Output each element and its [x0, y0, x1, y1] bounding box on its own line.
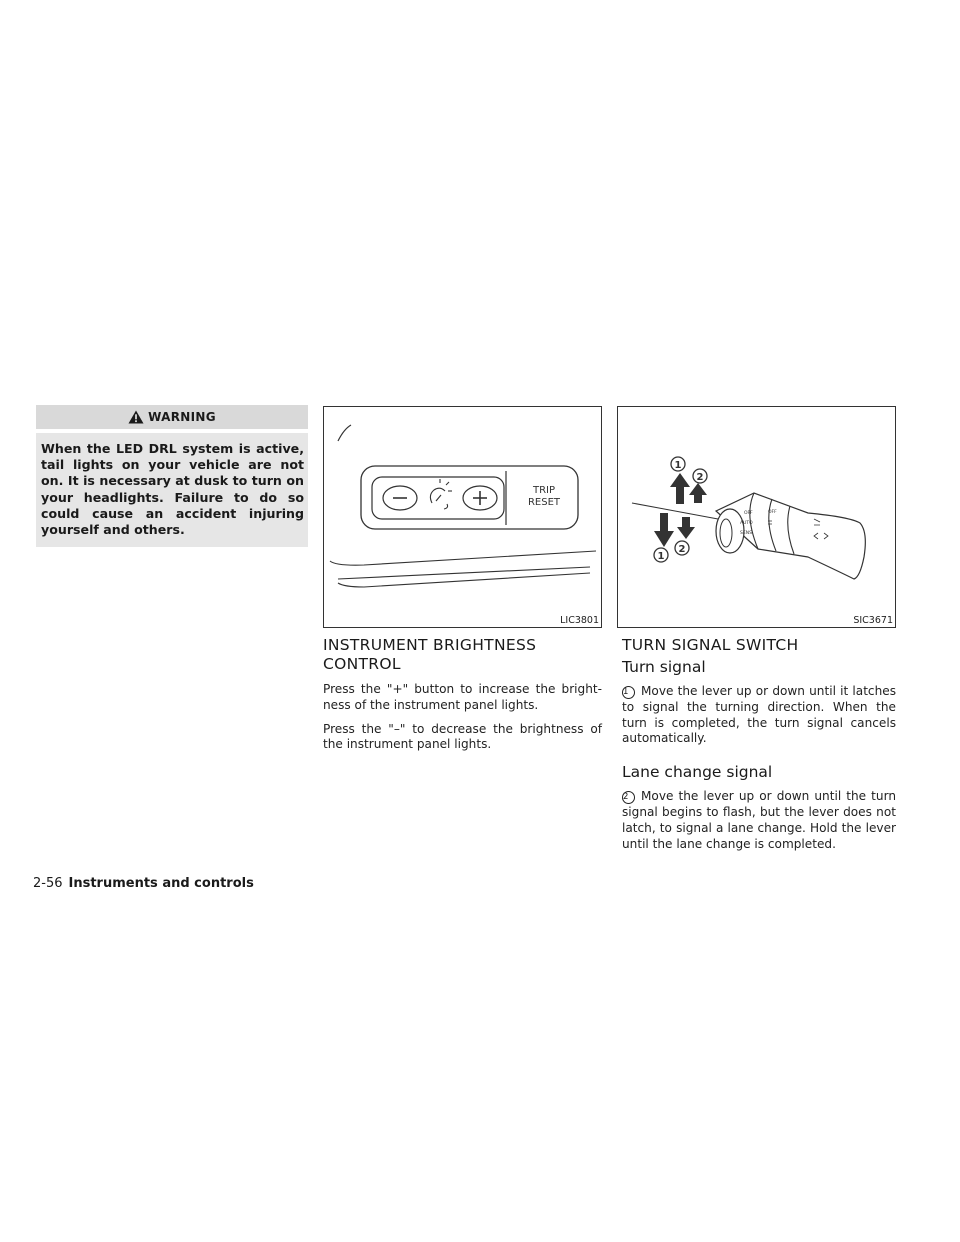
turn-signal-subheading: Turn signal	[622, 658, 706, 676]
turn-signal-heading: TURN SIGNAL SWITCH	[622, 636, 799, 654]
reset-label: RESET	[527, 497, 561, 508]
brightness-para-1: Press the "+" button to increase the bright-ness of the instrument panel lights.	[323, 682, 602, 712]
brightness-icon	[430, 479, 452, 509]
turn-signal-text: 1 Move the lever up or down until it latches to signal the turning direction. When the turn is completed, the turn signal cancels automatically.	[622, 684, 896, 746]
switch-label-off: OFF	[744, 511, 753, 516]
callout-1-bottom-icon	[654, 548, 668, 562]
switch-label-off-2: OFF	[768, 510, 777, 515]
svg-text:1: 1	[674, 460, 682, 471]
warning-header	[36, 405, 308, 429]
switch-label-sens: SENS	[740, 531, 752, 536]
arrow-down-1	[654, 513, 674, 547]
marker-2-icon: 2	[622, 791, 635, 804]
svg-text:2: 2	[696, 472, 704, 483]
brightness-control-figure	[323, 406, 602, 628]
lane-change-subheading: Lane change signal	[622, 763, 773, 782]
turn-signal-section	[622, 636, 896, 852]
section-title: Instruments and controls	[68, 876, 254, 891]
warning-text: When the LED DRL system is active, tail lights on your vehicle are not on. It is necessary at dusk to turn on your headlights. Failure to do so could cause an accident injuring yourself and others.	[36, 433, 308, 547]
brightness-control-illustration	[324, 407, 601, 627]
callout-2-top-icon	[693, 469, 707, 483]
lane-change-text: 2 Move the lever up or down until the turn signal begins to flash, but the lever does not latch, to signal a lane change. Hold the lever until the lane change is completed.	[622, 789, 896, 851]
switch-label-auto: AUTO	[740, 521, 753, 526]
warning-title: WARNING	[148, 410, 216, 424]
callout-2-bottom-icon	[675, 541, 689, 555]
svg-text:1: 1	[657, 551, 665, 562]
brightness-heading: INSTRUMENT BRIGHTNESS CONTROL	[323, 636, 537, 673]
brightness-section	[323, 636, 602, 753]
arrow-up-2	[689, 483, 707, 503]
page-footer	[33, 876, 254, 891]
brightness-para-2: Press the "–" to decrease the brightness of the instrument panel lights.	[323, 721, 602, 752]
arrow-up-1	[670, 473, 690, 504]
warning-box	[36, 405, 308, 547]
page-number: 2-56	[33, 876, 63, 891]
trip-label: TRIP	[532, 485, 556, 496]
marker-1-icon: 1	[622, 686, 635, 699]
warning-icon	[128, 410, 144, 424]
figure-code: SIC3671	[853, 615, 893, 626]
turn-signal-figure	[617, 406, 896, 628]
arrow-down-2	[677, 517, 695, 539]
figure-code: LIC3801	[560, 615, 599, 626]
svg-text:2: 2	[678, 544, 686, 555]
turn-signal-illustration	[618, 407, 895, 627]
callout-1-top-icon	[671, 457, 685, 471]
